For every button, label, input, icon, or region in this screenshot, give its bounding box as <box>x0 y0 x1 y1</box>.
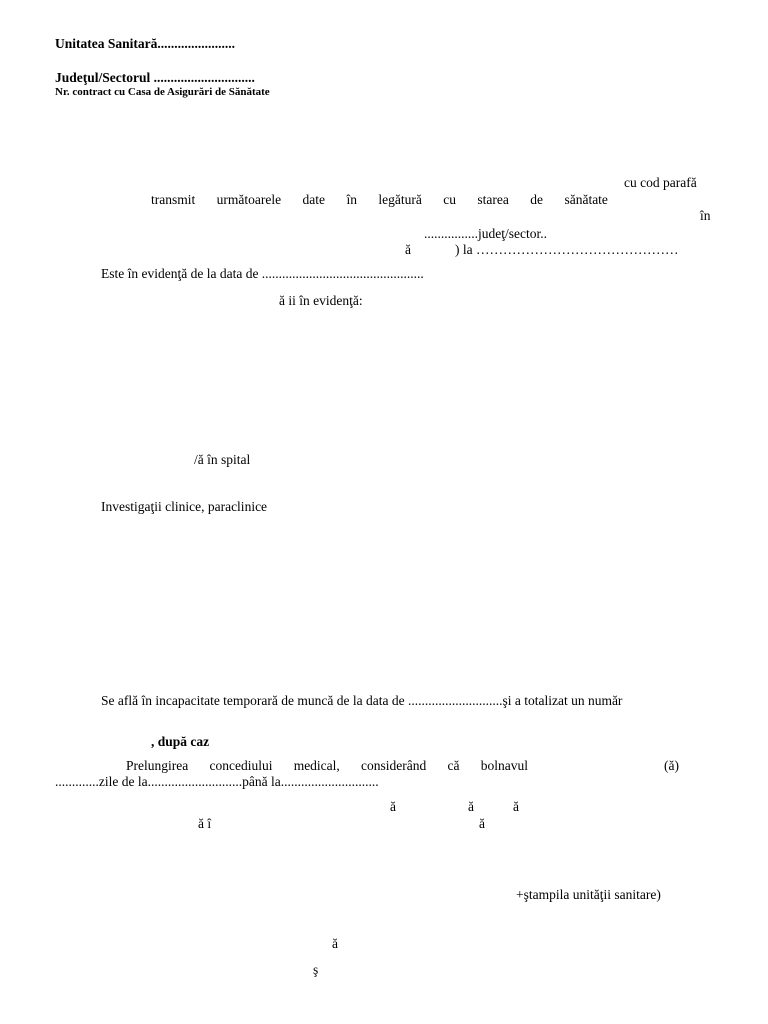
incapacity-text: Se află în incapacitate temporară de muncă de la data de ............................şi a totalizat un număr <box>101 693 623 708</box>
county-label: Judeţul/Sectorul .............................. <box>55 70 255 85</box>
prelungire-word: considerând <box>361 758 427 773</box>
unit-label: Unitatea Sanitară....................... <box>55 36 235 51</box>
investigations-heading: Investigaţii clinice, paraclinice <box>101 499 268 514</box>
transmit-word: date <box>302 192 326 207</box>
transmit-word: starea <box>477 192 509 207</box>
la-dots: ) la ……………………………………… <box>455 242 679 257</box>
in-word: în <box>700 208 711 223</box>
contract-label: Nr. contract cu Casa de Asigurări de Sănătate <box>55 86 270 98</box>
transmit-word: sănătate <box>564 192 608 207</box>
transmit-line <box>151 192 608 208</box>
prelungire-word: că <box>447 758 460 773</box>
fragment-a: ă <box>405 242 411 257</box>
judet-sector: ................judeţ/sector.. <box>424 226 547 241</box>
fragment-a: ă <box>390 799 396 814</box>
stamp-label: +ştampila unităţii sanitare) <box>516 887 661 902</box>
fragment-a-i: ă î <box>198 816 212 831</box>
prelungire-word: concediului <box>209 758 273 773</box>
evidence-fragment: ă ii în evidenţă: <box>279 293 363 308</box>
days-line: .............zile de la............................până la............................. <box>55 774 379 789</box>
fragment-a: ă <box>513 799 519 814</box>
hospital-text: /ă în spital <box>194 452 251 467</box>
prelungire-a: (ă) <box>664 758 679 773</box>
transmit-word: legătură <box>378 192 422 207</box>
transmit-word: transmit <box>151 192 196 207</box>
fragment-a: ă <box>479 816 485 831</box>
transmit-word: de <box>530 192 544 207</box>
prelungire-word: medical, <box>293 758 340 773</box>
prelungire-line <box>126 758 528 774</box>
transmit-word: în <box>346 192 357 207</box>
transmit-word: următoarele <box>216 192 282 207</box>
evidence-since: Este în evidenţă de la data de ................................................ <box>101 266 424 281</box>
case-text: , după caz <box>151 734 210 749</box>
prelungire-word: bolnavul <box>480 758 528 773</box>
fragment-s: ş <box>313 962 319 977</box>
parafa-text: cu cod parafă <box>624 175 697 190</box>
fragment-a: ă <box>468 799 474 814</box>
prelungire-word: Prelungirea <box>126 758 189 773</box>
fragment-a: ă <box>332 936 338 951</box>
transmit-word: cu <box>443 192 456 207</box>
